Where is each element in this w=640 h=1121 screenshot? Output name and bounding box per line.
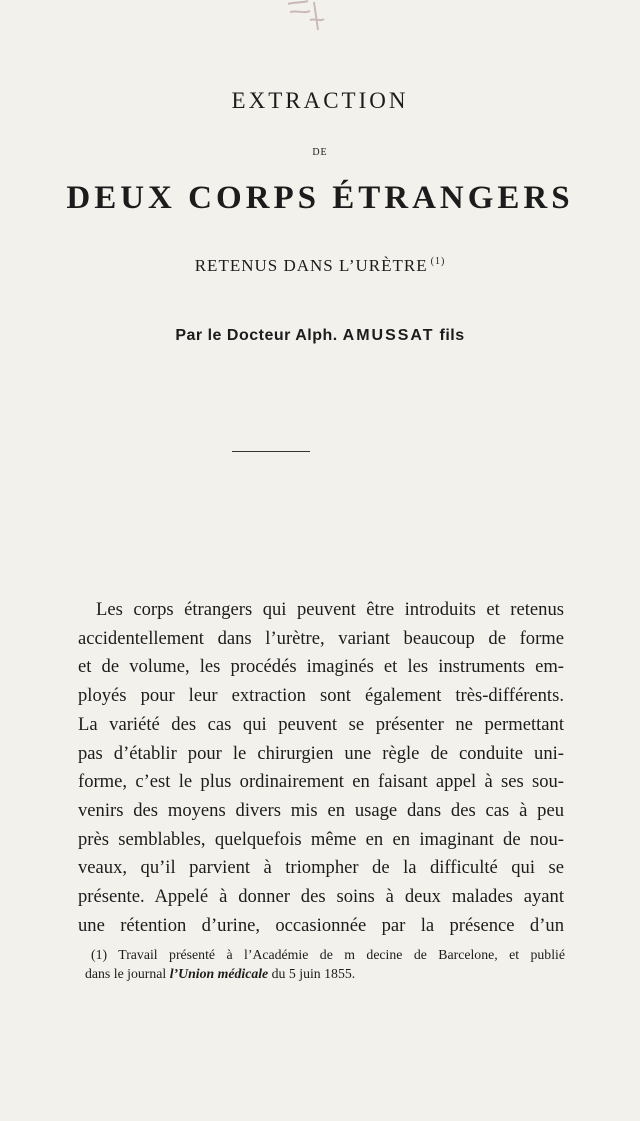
- body-line: veaux, qu’il parvient à triompher de la difficulté qui se: [78, 857, 564, 879]
- body-line: accidentellement dans l’urètre, variant beaucoup de forme: [78, 627, 564, 649]
- body-line: forme, c’est le plus ordinairement en faisant appel à ses sou-: [78, 771, 564, 793]
- author-line: [0, 327, 640, 345]
- author-name: AMUSSAT: [342, 327, 435, 344]
- body-line: La variété des cas qui peuvent se présenter ne permettant: [78, 713, 564, 735]
- body-line: ployés pour leur extraction sont également très-différents.: [78, 685, 564, 707]
- author-suffix: fils: [439, 327, 465, 344]
- body-line: venirs des moyens divers mis en usage dans des cas à peu: [78, 799, 564, 821]
- footnote-reference: (1): [430, 256, 446, 267]
- library-stamp-mark: [280, 0, 328, 34]
- body-line: Les corps étrangers qui peuvent être introduits et retenus: [96, 599, 564, 620]
- title-subtitle: [0, 256, 640, 276]
- journal-name: l’Union médicale: [169, 966, 269, 981]
- body-line: près semblables, quelquefois même en en imaginant de nou-: [78, 828, 564, 850]
- author-prefix: Par le Docteur Alph.: [175, 327, 338, 344]
- body-line: présente. Appelé à donner des soins à deux malades ayant: [78, 886, 564, 908]
- subtitle-text: RETENUS DANS L’URÈTRE: [194, 256, 428, 275]
- footnote-suffix: du 5 juin 1855.: [271, 966, 356, 981]
- body-paragraph: [78, 596, 564, 940]
- footnote-line: (1) Travail présenté à l’Académie de m decine de Barcelone, et publié: [91, 947, 565, 962]
- footnote-prefix: dans le journal: [85, 966, 167, 981]
- title-extraction: EXTRACTION: [231, 88, 409, 113]
- footnote-line: [85, 964, 565, 983]
- footnote: [85, 945, 565, 983]
- title-de: DE: [312, 147, 328, 158]
- title-main: DEUX CORPS ÉTRANGERS: [66, 180, 574, 216]
- body-line: pas d’établir pour le chirurgien une règle de conduite uni-: [78, 742, 564, 764]
- body-line: une rétention d’urine, occasionnée par la présence d’un: [78, 914, 564, 936]
- body-line: et de volume, les procédés imaginés et les instruments em-: [78, 656, 564, 678]
- section-divider: [232, 451, 310, 452]
